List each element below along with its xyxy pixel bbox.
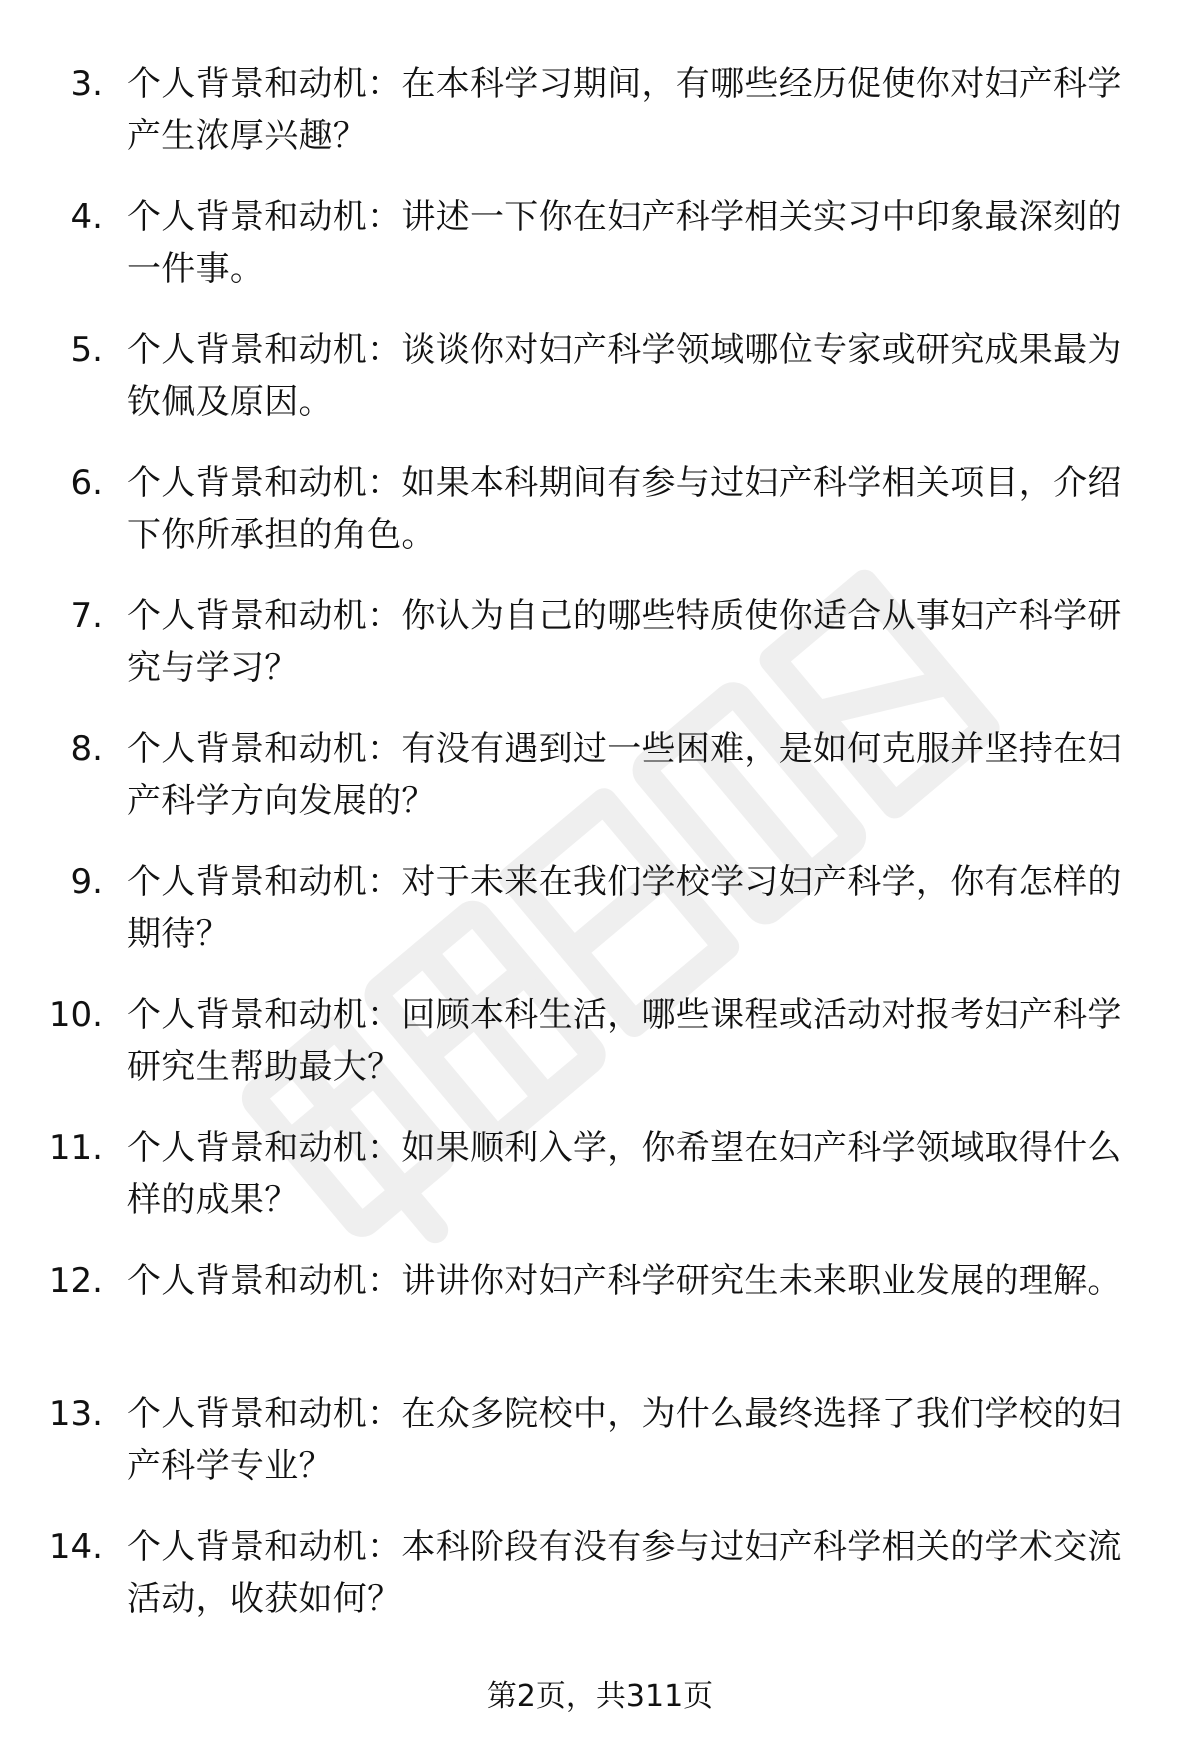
question-text: 个人背景和动机：在众多院校中，为什么最终选择了我们学校的妇产科学专业？: [127, 1394, 1122, 1486]
question-item: [0, 989, 1200, 1122]
question-text: 个人背景和动机：谈谈你对妇产科学领域哪位专家或研究成果最为钦佩及原因。: [127, 330, 1122, 422]
question-number: 8.: [70, 729, 103, 769]
question-number: 5.: [70, 330, 103, 370]
page-footer: 第2页，共311页: [486, 1679, 714, 1714]
question-number: 11.: [48, 1128, 103, 1168]
question-number: 7.: [70, 596, 103, 636]
question-text: 个人背景和动机：讲讲你对妇产科学研究生未来职业发展的理解。: [127, 1261, 1122, 1301]
question-item: [0, 457, 1200, 590]
question-number: 13.: [48, 1394, 103, 1434]
question-number: 6.: [70, 463, 103, 503]
question-item: [0, 1255, 1200, 1388]
question-text: 个人背景和动机：如果本科期间有参与过妇产科学相关项目，介绍下你所承担的角色。: [127, 463, 1122, 555]
question-text: 个人背景和动机：对于未来在我们学校学习妇产科学，你有怎样的期待？: [127, 862, 1122, 954]
question-number: 12.: [48, 1261, 103, 1301]
question-number: 3.: [70, 64, 103, 104]
question-item: [0, 1388, 1200, 1521]
question-text: 个人背景和动机：本科阶段有没有参与过妇产科学相关的学术交流活动，收获如何？: [127, 1527, 1122, 1619]
question-text: 个人背景和动机：有没有遇到过一些困难，是如何克服并坚持在妇产科学方向发展的？: [127, 729, 1122, 821]
question-item: [0, 590, 1200, 723]
question-item: [0, 856, 1200, 989]
question-text: 个人背景和动机：如果顺利入学，你希望在妇产科学领域取得什么样的成果？: [127, 1128, 1122, 1220]
question-number: 4.: [70, 197, 103, 237]
question-list: [0, 58, 1200, 1654]
question-item: [0, 191, 1200, 324]
question-text: 个人背景和动机：讲述一下你在妇产科学相关实习中印象最深刻的一件事。: [127, 197, 1122, 289]
question-item: [0, 324, 1200, 457]
question-text: 个人背景和动机：在本科学习期间，有哪些经历促使你对妇产科学产生浓厚兴趣？: [127, 64, 1122, 156]
question-number: 10.: [48, 995, 103, 1035]
question-item: [0, 1521, 1200, 1654]
question-item: [0, 723, 1200, 856]
question-item: [0, 58, 1200, 191]
question-text: 个人背景和动机：回顾本科生活，哪些课程或活动对报考妇产科学研究生帮助最大？: [127, 995, 1122, 1087]
question-item: [0, 1122, 1200, 1255]
question-text: 个人背景和动机：你认为自己的哪些特质使你适合从事妇产科学研究与学习？: [127, 596, 1122, 688]
question-number: 14.: [48, 1527, 103, 1567]
question-number: 9.: [70, 862, 103, 902]
